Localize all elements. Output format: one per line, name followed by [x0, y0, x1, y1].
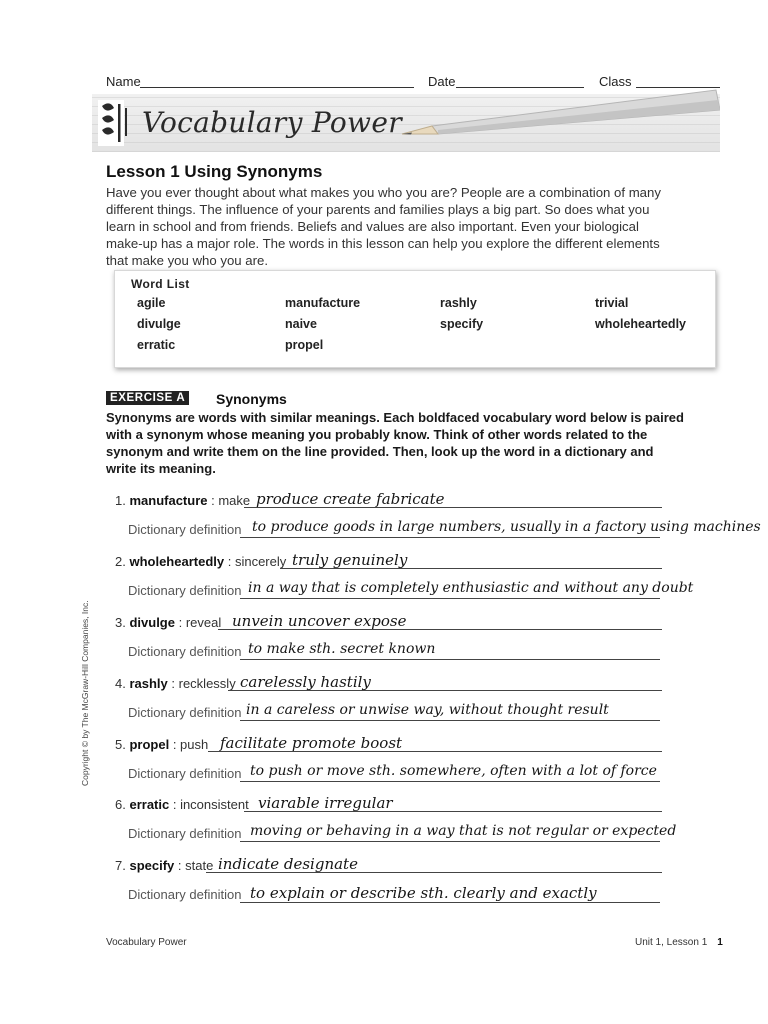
word-list-item: manufacture [285, 296, 361, 310]
definition-label: Dictionary definition [128, 644, 242, 659]
word-list-item: erratic [137, 338, 176, 352]
definition-answer-line[interactable] [240, 720, 660, 721]
exercise-item-label: 7. specify : state [115, 858, 214, 873]
word-list-item: wholeheartedly [595, 317, 686, 331]
exercise-item-label: 6. erratic : inconsistent [115, 797, 249, 812]
banner-title: Vocabulary Power [142, 106, 402, 139]
handwritten-definition: to produce goods in large numbers, usually in a factory using machines [252, 519, 761, 535]
exercise-item-label: 3. divulge : reveal [115, 615, 222, 630]
definition-label: Dictionary definition [128, 522, 242, 537]
definition-label: Dictionary definition [128, 826, 242, 841]
exercise-item-label: 2. wholeheartedly : sincerely [115, 554, 287, 569]
handwritten-definition: to make sth. secret known [248, 641, 436, 657]
exercise-item-label: 4. rashly : recklessly [115, 676, 236, 691]
word-list-item: rashly [440, 296, 477, 310]
handwritten-synonyms: carelessly hastily [240, 673, 371, 691]
date-label: Date [428, 74, 456, 89]
page-number: 1 [717, 937, 723, 948]
word-list-item: propel [285, 338, 324, 352]
handwritten-synonyms: viarable irregular [258, 794, 393, 812]
footer-title: Vocabulary Power [106, 937, 187, 948]
handwritten-synonyms: unvein uncover expose [232, 612, 407, 630]
class-label: Class [599, 74, 632, 89]
word-list-box [114, 270, 716, 368]
definition-label: Dictionary definition [128, 583, 242, 598]
handwritten-definition: to explain or describe sth. clearly and exactly [250, 884, 597, 902]
pencil-icon [398, 86, 720, 142]
exercise-item-label: 1. manufacture : make [115, 493, 251, 508]
definition-answer-line[interactable] [240, 841, 660, 842]
handwritten-synonyms: facilitate promote boost [220, 734, 403, 752]
lesson-title: Lesson 1 Using Synonyms [106, 162, 323, 181]
definition-answer-line[interactable] [240, 781, 660, 782]
footer-lesson-ref: Unit 1, Lesson 1 1 [635, 937, 723, 948]
handwritten-definition: in a careless or unwise way, without thought result [246, 702, 609, 718]
handwritten-synonyms: truly genuinely [292, 551, 408, 569]
definition-answer-line[interactable] [240, 659, 660, 660]
definition-label: Dictionary definition [128, 766, 242, 781]
word-list-title: Word List [131, 277, 190, 291]
name-label: Name [106, 74, 141, 89]
handwritten-synonyms: produce create fabricate [256, 490, 445, 508]
exercise-title: Synonyms [216, 391, 287, 407]
definition-label: Dictionary definition [128, 705, 242, 720]
handwritten-synonyms: indicate designate [218, 855, 358, 873]
copyright-notice: Copyright © by The McGraw-Hill Companies, Inc. [80, 600, 90, 786]
definition-label: Dictionary definition [128, 887, 242, 902]
exercise-badge: EXERCISE A [106, 391, 189, 405]
handwritten-definition: to push or move sth. somewhere, often with a lot of force [250, 763, 657, 779]
word-list-item: specify [440, 317, 484, 331]
exercise-instructions: Synonyms are words with similar meanings. Each boldfaced vocabulary word below is paired with a synonym whose meaning you probably know. Think of other words related to the synonym and write them on the line provided. Then, look up the word in a dictionary and write its meaning. [106, 410, 684, 476]
word-list-item: trivial [595, 296, 629, 310]
definition-answer-line[interactable] [240, 902, 660, 903]
lesson-intro: Have you ever thought about what makes you who you are? People are a combination of many different things. The influence of your parents and families plays a big part. So does what you learn in school and from friends. Beliefs and values are also important. Even your biological make-up has a major role. The words in this lesson can help you explore the different elements that make you who you are. [106, 185, 661, 268]
word-list-item: naive [285, 317, 317, 331]
name-field[interactable] [140, 87, 414, 88]
handwritten-definition: moving or behaving in a way that is not regular or expected [250, 823, 677, 839]
exercise-item-label: 5. propel : push [115, 737, 209, 752]
handwritten-definition: in a way that is completely enthusiastic and without any doubt [248, 580, 694, 596]
definition-answer-line[interactable] [240, 537, 660, 538]
definition-answer-line[interactable] [240, 598, 660, 599]
word-list-item: divulge [137, 317, 181, 331]
word-list-item: agile [137, 296, 166, 310]
vocabulary-logo-icon [92, 94, 132, 152]
